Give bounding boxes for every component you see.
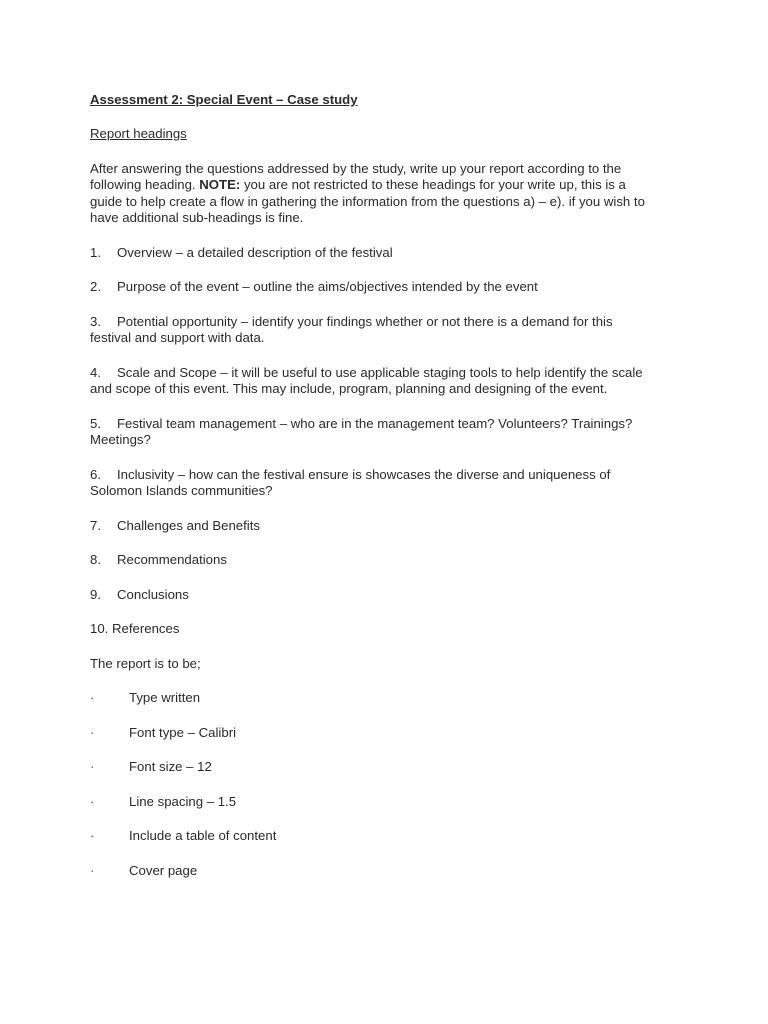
heading-text-continued: and scope of this event. This may include, program, planning and designing of the event. [90, 381, 608, 396]
requirement-text: Include a table of content [129, 828, 277, 843]
heading-text: Conclusions [117, 586, 189, 602]
heading-item-3 [90, 314, 690, 347]
heading-number: 6. [90, 466, 101, 482]
heading-number: 9. [90, 586, 101, 602]
heading-text: Overview – a detailed description of the festival [117, 244, 393, 260]
heading-item-1 [90, 245, 690, 262]
requirement-text: Type written [129, 690, 201, 705]
bullet-icon: · [90, 759, 95, 774]
heading-text: Festival team management – who are in the management team? Volunteers? Trainings? [117, 415, 633, 431]
heading-number: 1. [90, 244, 101, 260]
intro-text-end: you are not restricted to these headings for your write up, this is a guide to help create a flow in gathering the information from the questions a) – e). if you wish to have additional sub-headings is fine. [90, 177, 645, 225]
intro-paragraph [90, 161, 690, 227]
requirements-intro: The report is to be; [90, 655, 201, 671]
heading-item-6 [90, 467, 690, 500]
heading-text: Purpose of the event – outline the aims/objectives intended by the event [117, 279, 538, 294]
bullet-icon: · [90, 828, 95, 843]
intro-text-start: After answering the questions addressed by the study, write up your report according to the following heading. [90, 160, 622, 192]
heading-item-5 [90, 416, 690, 449]
requirement-item [90, 725, 690, 742]
heading-number: 2. [90, 279, 101, 294]
heading-text: Potential opportunity – identify your findings whether or not there is a demand for this [117, 313, 613, 329]
heading-item-8 [90, 552, 690, 569]
heading-text: Challenges and Benefits [117, 517, 260, 533]
heading-item-9 [90, 587, 690, 604]
requirement-text: Font type – Calibri [129, 724, 237, 740]
heading-item-7 [90, 518, 690, 535]
heading-text: Scale and Scope – it will be useful to use applicable staging tools to help identify the scale [117, 364, 643, 380]
document-title: Assessment 2: Special Event – Case study [90, 92, 358, 107]
heading-number: 4. [90, 364, 101, 380]
heading-item-2 [90, 279, 690, 296]
heading-number: 7. [90, 517, 101, 533]
requirement-text: Font size – 12 [129, 759, 212, 774]
requirement-item [90, 759, 690, 776]
heading-text-continued: festival and support with data. [90, 330, 265, 345]
heading-text: Recommendations [117, 552, 227, 567]
requirement-item [90, 863, 690, 880]
heading-number: 5. [90, 415, 101, 431]
heading-item-10 [90, 621, 690, 638]
requirement-text: Cover page [129, 862, 198, 878]
bullet-icon: · [90, 793, 95, 809]
bullet-icon: · [90, 862, 95, 878]
document-page [90, 92, 690, 879]
heading-number: 3. [90, 313, 101, 329]
requirement-text: Line spacing – 1.5 [129, 793, 237, 809]
requirement-item [90, 794, 690, 811]
heading-number: 10. [90, 621, 109, 636]
bullet-icon: · [90, 724, 95, 740]
heading-number: 8. [90, 552, 101, 567]
note-label: NOTE: [199, 177, 241, 192]
heading-text: Inclusivity – how can the festival ensure is showcases the diverse and uniqueness of [117, 466, 611, 482]
requirement-item [90, 828, 690, 845]
report-headings-subtitle: Report headings [90, 126, 187, 141]
heading-text-continued: Solomon Islands communities? [90, 483, 273, 498]
requirement-item [90, 690, 690, 707]
heading-text: References [112, 621, 180, 636]
bullet-icon: · [90, 690, 95, 705]
heading-item-4 [90, 365, 690, 398]
heading-text-continued: Meetings? [90, 432, 151, 447]
